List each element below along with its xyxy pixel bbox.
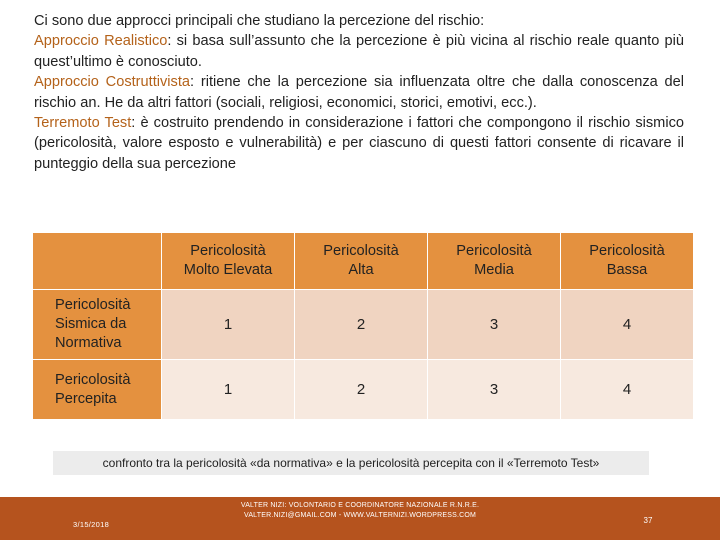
approach-constructivist — [34, 72, 684, 113]
column-header-line: Media — [474, 262, 514, 278]
hazard-comparison-table — [32, 232, 694, 420]
approach-description: : si basa sull’assunto che la percezione è più vicina al rischio reale quanto più quest’ultimo è conosciuto. — [34, 33, 684, 70]
approach-term: Terremoto Test — [34, 115, 132, 132]
approach-earthquake-test — [34, 113, 684, 174]
row-header-line: Pericolosità — [55, 297, 131, 313]
table-row — [33, 290, 694, 360]
table-cell: 1 — [162, 290, 295, 360]
row-header-line: Sismica da — [55, 316, 127, 332]
approach-realistic — [34, 31, 684, 72]
column-header-line: Bassa — [606, 262, 648, 278]
intro-line: Ci sono due approcci principali che studiano la percezione del rischio: — [34, 13, 485, 29]
page-number: 37 — [643, 516, 653, 525]
column-header — [561, 233, 694, 290]
table-cell: 1 — [162, 360, 295, 420]
table-cell: 2 — [295, 360, 428, 420]
column-header-line: Pericolosità — [323, 243, 399, 259]
row-header-line: Percepita — [55, 390, 117, 407]
footer-credit — [200, 501, 520, 520]
table-cell: 3 — [428, 290, 561, 360]
table-header-row — [33, 233, 694, 290]
table-cell: 3 — [428, 360, 561, 420]
table-row — [33, 360, 694, 420]
column-header — [428, 233, 561, 290]
footer-credit-line: VALTER NIZI: VOLONTARIO E COORDINATORE NAZIONALE R.N.R.E. — [240, 502, 480, 509]
table-cell: 2 — [295, 290, 428, 360]
column-header-line: Pericolosità — [190, 243, 266, 259]
footer-bar — [0, 497, 720, 540]
table-corner-cell — [33, 233, 162, 290]
column-header-line: Alta — [348, 262, 374, 278]
row-header-line: Normativa — [55, 335, 122, 351]
intro-text — [34, 11, 684, 174]
column-header-line: Pericolosità — [456, 243, 532, 259]
table-cell: 4 — [561, 360, 694, 420]
approach-description: : ritiene che la percezione sia influenzata oltre che dalla conoscenza del rischio an. He da altri fattori (sociali, religiosi, economici, storici, emotivi, ecc.). — [34, 74, 684, 111]
column-header — [295, 233, 428, 290]
table-cell: 4 — [561, 290, 694, 360]
column-header — [162, 233, 295, 290]
row-header — [33, 290, 162, 360]
table-caption: confronto tra la pericolosità «da normativa» e la pericolosità percepita con il «Terremoto Test» — [53, 451, 649, 475]
approach-term: Approccio Realistico — [34, 33, 168, 50]
row-header-line: Pericolosità — [55, 371, 131, 388]
column-header-line: Molto Elevata — [183, 262, 273, 278]
row-header — [33, 360, 162, 420]
approach-description: : è costruito prendendo in considerazione i fattori che compongono il rischio sismico (pericolosità, valore esposto e vulnerabilità) e per ciascuno di questi fattori consente di ricavare il punteggio della sua percezione — [34, 115, 684, 172]
approach-term: Approccio Costruttivista — [34, 74, 191, 91]
footer-date: 3/15/2018 — [73, 520, 110, 529]
footer-credit-line: VALTER.NIZI@GMAIL.COM - WWW.VALTERNIZI.WORDPRESS.COM — [243, 511, 477, 519]
column-header-line: Pericolosità — [589, 243, 665, 259]
